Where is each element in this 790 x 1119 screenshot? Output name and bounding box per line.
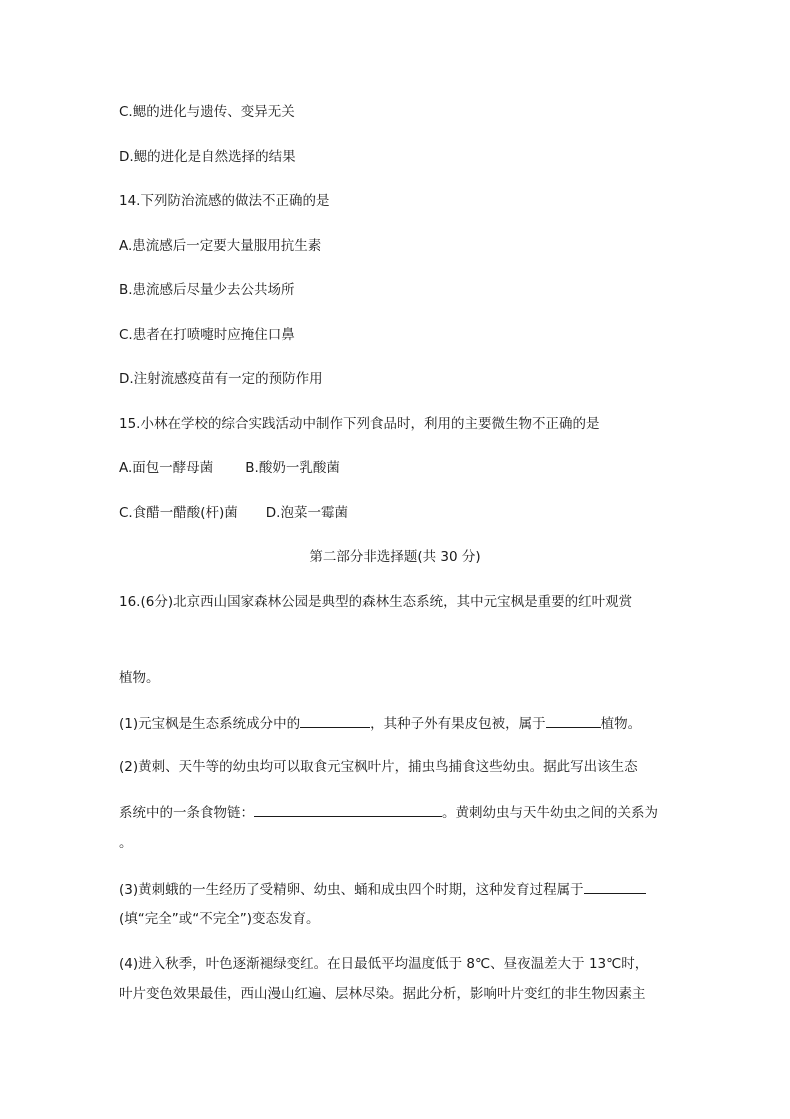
q16-part4-line2: 叶片变色效果最佳，西山漫山红遍、层林尽染。据此分析，影响叶片变红的非生物因素主 xyxy=(119,986,646,1002)
q15-option-b: B.酸奶一乳酸菌 xyxy=(245,460,340,476)
q15-option-d: D.泡菜一霉菌 xyxy=(265,505,348,521)
q16-part2-text-b: 。黄刺幼虫与天牛幼虫之间的关系为 xyxy=(442,805,658,821)
q16-part1-text-a: (1)元宝枫是生态系统成分中的 xyxy=(119,716,301,732)
q14-option-d: D.注射流感疫苗有一定的预防作用 xyxy=(119,371,323,387)
q16-stem-continuation: 植物。 xyxy=(119,670,160,686)
q14-option-b: B.患流感后尽量少去公共场所 xyxy=(119,282,295,298)
q14-option-a: A.患流感后一定要大量服用抗生素 xyxy=(119,238,322,254)
q16-part4-line1: (4)进入秋季，叶色逐渐褪绿变红。在日最低平均温度低于 8℃、昼夜温差大于 13℃时， xyxy=(119,956,649,972)
q16-part1-text-b: ，其种子外有果皮包被，属于 xyxy=(370,716,546,732)
answer-blank[interactable] xyxy=(254,802,442,817)
section-title: 第二部分非选择题(共 30 分) xyxy=(309,549,481,565)
q16-part1 xyxy=(119,713,641,734)
q13-option-d: D.鳃的进化是自然选择的结果 xyxy=(119,149,296,165)
q16-part1-text-c: 植物。 xyxy=(600,716,642,732)
q16-part2-text-a: 系统中的一条食物链： xyxy=(119,805,254,821)
q16-part2-end: 。 xyxy=(119,835,133,851)
q15-option-c: C.食醋一醋酸(杆)菌 xyxy=(119,505,238,521)
q16-part3-text: (3)黄刺蛾的一生经历了受精卵、幼虫、蛹和成虫四个时期，这种发育过程属于 xyxy=(119,882,584,898)
q15-options-cd xyxy=(119,503,348,523)
q16-stem: 16.(6分)北京西山国家森林公园是典型的森林生态系统，其中元宝枫是重要的红叶观赏 xyxy=(119,594,633,610)
q16-part2-line1: (2)黄刺、天牛等的幼虫均可以取食元宝枫叶片，捕虫鸟捕食这些幼虫。据此写出该生态 xyxy=(119,759,638,775)
q16-part2-line2 xyxy=(119,802,658,823)
q16-part3-line2: (填“完全”或“不完全”)变态发育。 xyxy=(119,911,320,927)
q14-option-c: C.患者在打喷嚏时应掩住口鼻 xyxy=(119,327,295,343)
q15-options-ab xyxy=(119,458,340,478)
answer-blank[interactable] xyxy=(584,879,646,894)
q13-option-c: C.鳃的进化与遗传、变异无关 xyxy=(119,104,295,120)
q16-part3-line1 xyxy=(119,879,646,900)
answer-blank[interactable] xyxy=(546,713,601,728)
q14-stem: 14.下列防治流感的做法不正确的是 xyxy=(119,193,330,209)
q15-stem: 15.小林在学校的综合实践活动中制作下列食品时，利用的主要微生物不正确的是 xyxy=(119,416,600,432)
answer-blank[interactable] xyxy=(300,713,370,728)
q15-option-a: A.面包一酵母菌 xyxy=(119,460,214,476)
